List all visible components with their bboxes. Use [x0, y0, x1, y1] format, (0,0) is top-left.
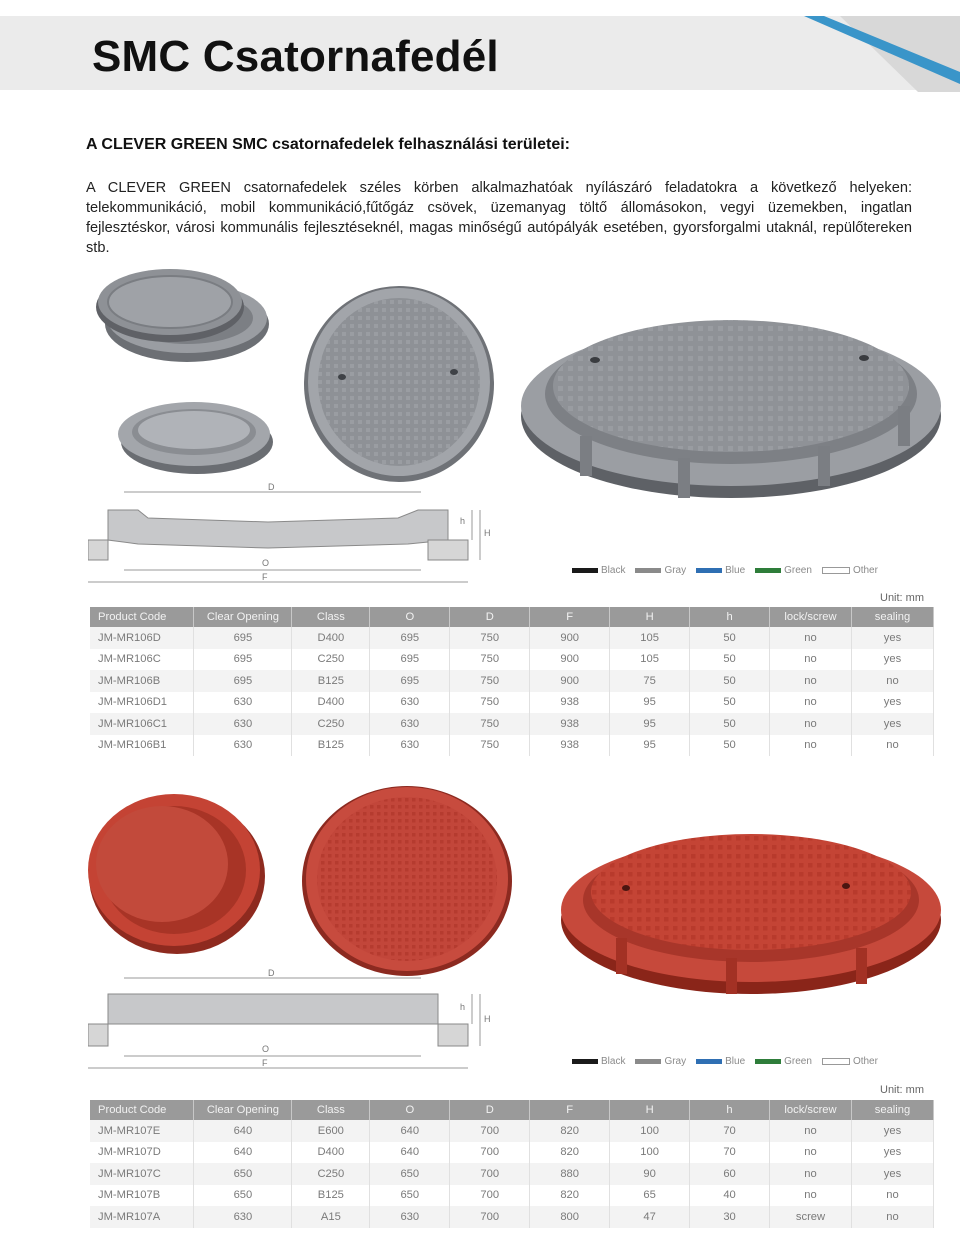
table-cell: 630: [194, 713, 292, 735]
legend-item-black: Black: [572, 565, 625, 576]
column-header: Class: [292, 1100, 370, 1120]
column-header: lock/screw: [770, 1100, 852, 1120]
table-row: [90, 1142, 934, 1164]
table-row: [90, 1206, 934, 1228]
column-header: Product Code: [90, 1100, 194, 1120]
table-cell: 820: [530, 1142, 610, 1164]
table-header-row: [90, 1100, 934, 1120]
table-cell: 630: [194, 1206, 292, 1228]
table-cell: no: [770, 1163, 852, 1185]
table-cell: no: [770, 1142, 852, 1164]
table-cell: yes: [851, 692, 933, 714]
table-row: [90, 670, 934, 692]
table-cell: yes: [851, 1142, 933, 1164]
table-cell: 50: [690, 649, 770, 671]
red-cover-top-photo: [300, 784, 515, 979]
unit-label-1: Unit: mm: [880, 592, 924, 604]
column-header: h: [690, 1100, 770, 1120]
table-row: [90, 735, 934, 757]
dim-label-h: h: [460, 1002, 466, 1012]
legend-item-other: Other: [822, 1056, 878, 1067]
table-cell: JM-MR106B1: [90, 735, 194, 757]
table-cell: B125: [292, 670, 370, 692]
table-row: [90, 1163, 934, 1185]
column-header: D: [450, 607, 530, 627]
table-cell: JM-MR106C: [90, 649, 194, 671]
red-cross-section-drawing: [88, 966, 508, 1076]
table-cell: 40: [690, 1185, 770, 1207]
table-cell: C250: [292, 713, 370, 735]
table-cell: JM-MR106B: [90, 670, 194, 692]
table-cell: no: [770, 713, 852, 735]
table-cell: JM-MR107E: [90, 1120, 194, 1142]
table-cell: 70: [690, 1120, 770, 1142]
dim-label-h: h: [460, 516, 466, 526]
table-header-row: [90, 607, 934, 627]
table-cell: no: [770, 627, 852, 649]
table-cell: 938: [530, 692, 610, 714]
table-cell: 95: [610, 692, 690, 714]
table-cell: 938: [530, 713, 610, 735]
table-row: [90, 713, 934, 735]
unit-label-2: Unit: mm: [880, 1084, 924, 1096]
dim-label-D: D: [268, 968, 275, 978]
table-cell: JM-MR107B: [90, 1185, 194, 1207]
table-cell: 105: [610, 649, 690, 671]
table-cell: 630: [370, 1206, 450, 1228]
table-cell: no: [770, 1120, 852, 1142]
table-cell: 900: [530, 627, 610, 649]
gray-cover-angled-photo: [518, 286, 944, 508]
table-row: [90, 1120, 934, 1142]
table-cell: 75: [610, 670, 690, 692]
table-cell: JM-MR107D: [90, 1142, 194, 1164]
table-cell: D400: [292, 627, 370, 649]
table-cell: 640: [370, 1142, 450, 1164]
table-cell: no: [770, 692, 852, 714]
table-cell: JM-MR107A: [90, 1206, 194, 1228]
description-paragraph: A CLEVER GREEN csatornafedelek széles körben alkalmazhatóak nyílászáró feladatokra a következő helyeken: telekommunikáció, mobil kommunikáció,fűtőgáz csövek, üzemanyag töltő állomásokon, vegyi üzemekben, ingatlan fejlesztéskor, városi kommunális fejlesztéseknél, magas minőségű autópályák esetében, gyorsforgalmi utaknál, repülőtereken stb.: [86, 180, 912, 256]
table-cell: yes: [851, 713, 933, 735]
table-cell: 750: [450, 649, 530, 671]
column-header: H: [610, 607, 690, 627]
table-cell: 30: [690, 1206, 770, 1228]
red-cover-angled-photo: [556, 800, 946, 1000]
table-cell: 50: [690, 735, 770, 757]
table-row: [90, 692, 934, 714]
table-cell: no: [851, 1206, 933, 1228]
table-cell: 695: [370, 670, 450, 692]
table-cell: 90: [610, 1163, 690, 1185]
table-cell: JM-MR107C: [90, 1163, 194, 1185]
table-cell: 640: [370, 1120, 450, 1142]
table-cell: no: [770, 735, 852, 757]
table-cell: 820: [530, 1185, 610, 1207]
column-header: lock/screw: [770, 607, 852, 627]
table-cell: 630: [370, 735, 450, 757]
legend-item-blue: Blue: [696, 1056, 745, 1067]
table-cell: 630: [194, 735, 292, 757]
table-cell: 95: [610, 713, 690, 735]
table-cell: 630: [370, 692, 450, 714]
table-cell: 750: [450, 692, 530, 714]
table-cell: 630: [370, 713, 450, 735]
table-cell: D400: [292, 692, 370, 714]
column-header: Product Code: [90, 607, 194, 627]
legend-item-blue: Blue: [696, 565, 745, 576]
column-header: H: [610, 1100, 690, 1120]
spec-table-1: [90, 607, 934, 756]
table-cell: 695: [194, 670, 292, 692]
table-cell: 70: [690, 1142, 770, 1164]
table-cell: 50: [690, 627, 770, 649]
legend-item-gray: Gray: [635, 565, 686, 576]
table-cell: 700: [450, 1120, 530, 1142]
gray-cross-section-drawing: [88, 480, 508, 590]
color-legend-2: [572, 1056, 878, 1067]
table-cell: 100: [610, 1142, 690, 1164]
table-cell: 695: [194, 627, 292, 649]
table-cell: 800: [530, 1206, 610, 1228]
table-cell: 105: [610, 627, 690, 649]
table-cell: JM-MR106D1: [90, 692, 194, 714]
dim-label-H: H: [484, 1014, 491, 1024]
spec-table-2: [90, 1100, 934, 1228]
table-row: [90, 627, 934, 649]
table-cell: 640: [194, 1142, 292, 1164]
table-cell: 695: [194, 649, 292, 671]
table-cell: 750: [450, 627, 530, 649]
table-cell: yes: [851, 627, 933, 649]
dim-label-H: H: [484, 528, 491, 538]
page-title: SMC Csatornafedél: [92, 32, 499, 81]
table-cell: C250: [292, 649, 370, 671]
table-cell: screw: [770, 1206, 852, 1228]
section-subtitle: A CLEVER GREEN SMC csatornafedelek felhasználási területei:: [86, 136, 570, 153]
table-cell: 640: [194, 1120, 292, 1142]
table-row: [90, 1185, 934, 1207]
table-cell: E600: [292, 1120, 370, 1142]
table-cell: 47: [610, 1206, 690, 1228]
table-cell: JM-MR106C1: [90, 713, 194, 735]
table-cell: no: [851, 1185, 933, 1207]
table-cell: 65: [610, 1185, 690, 1207]
dim-label-F: F: [262, 572, 268, 582]
table-cell: 900: [530, 670, 610, 692]
table-cell: 700: [450, 1163, 530, 1185]
table-cell: yes: [851, 649, 933, 671]
column-header: h: [690, 607, 770, 627]
column-header: Clear Opening: [194, 607, 292, 627]
column-header: F: [530, 607, 610, 627]
table-row: [90, 649, 934, 671]
column-header: sealing: [851, 1100, 933, 1120]
table-cell: 700: [450, 1185, 530, 1207]
table-cell: 650: [370, 1163, 450, 1185]
dim-label-O: O: [262, 558, 270, 568]
table-cell: no: [770, 649, 852, 671]
legend-item-green: Green: [755, 1056, 812, 1067]
column-header: Class: [292, 607, 370, 627]
column-header: O: [370, 1100, 450, 1120]
table-cell: 820: [530, 1120, 610, 1142]
table-cell: no: [851, 670, 933, 692]
table-cell: yes: [851, 1163, 933, 1185]
table-cell: 50: [690, 713, 770, 735]
table-cell: no: [770, 1185, 852, 1207]
column-header: F: [530, 1100, 610, 1120]
red-cover-open-photo: [82, 784, 267, 959]
table-cell: 695: [370, 649, 450, 671]
dim-label-D: D: [268, 482, 275, 492]
table-cell: 880: [530, 1163, 610, 1185]
table-cell: D400: [292, 1142, 370, 1164]
table-cell: 938: [530, 735, 610, 757]
table-cell: C250: [292, 1163, 370, 1185]
column-header: sealing: [851, 607, 933, 627]
table-cell: 750: [450, 670, 530, 692]
legend-item-gray: Gray: [635, 1056, 686, 1067]
dim-label-O: O: [262, 1044, 270, 1054]
table-cell: 95: [610, 735, 690, 757]
table-cell: JM-MR106D: [90, 627, 194, 649]
table-cell: 650: [194, 1185, 292, 1207]
table-cell: 700: [450, 1142, 530, 1164]
table-cell: 50: [690, 670, 770, 692]
table-cell: 650: [194, 1163, 292, 1185]
corner-accent: [800, 0, 960, 92]
table-cell: yes: [851, 1120, 933, 1142]
column-header: O: [370, 607, 450, 627]
table-cell: A15: [292, 1206, 370, 1228]
legend-item-black: Black: [572, 1056, 625, 1067]
column-header: D: [450, 1100, 530, 1120]
column-header: Clear Opening: [194, 1100, 292, 1120]
table-cell: 900: [530, 649, 610, 671]
table-cell: 750: [450, 713, 530, 735]
table-cell: 650: [370, 1185, 450, 1207]
dim-label-F: F: [262, 1058, 268, 1068]
table-cell: 700: [450, 1206, 530, 1228]
table-cell: B125: [292, 735, 370, 757]
table-cell: no: [770, 670, 852, 692]
table-cell: 630: [194, 692, 292, 714]
table-cell: 100: [610, 1120, 690, 1142]
table-cell: no: [851, 735, 933, 757]
legend-item-other: Other: [822, 565, 878, 576]
table-cell: 695: [370, 627, 450, 649]
table-cell: 60: [690, 1163, 770, 1185]
gray-cover-open-photo: [82, 262, 277, 477]
table-cell: 750: [450, 735, 530, 757]
color-legend-1: [572, 565, 878, 576]
legend-item-green: Green: [755, 565, 812, 576]
table-cell: B125: [292, 1185, 370, 1207]
gray-cover-top-photo: [302, 284, 497, 484]
table-cell: 50: [690, 692, 770, 714]
